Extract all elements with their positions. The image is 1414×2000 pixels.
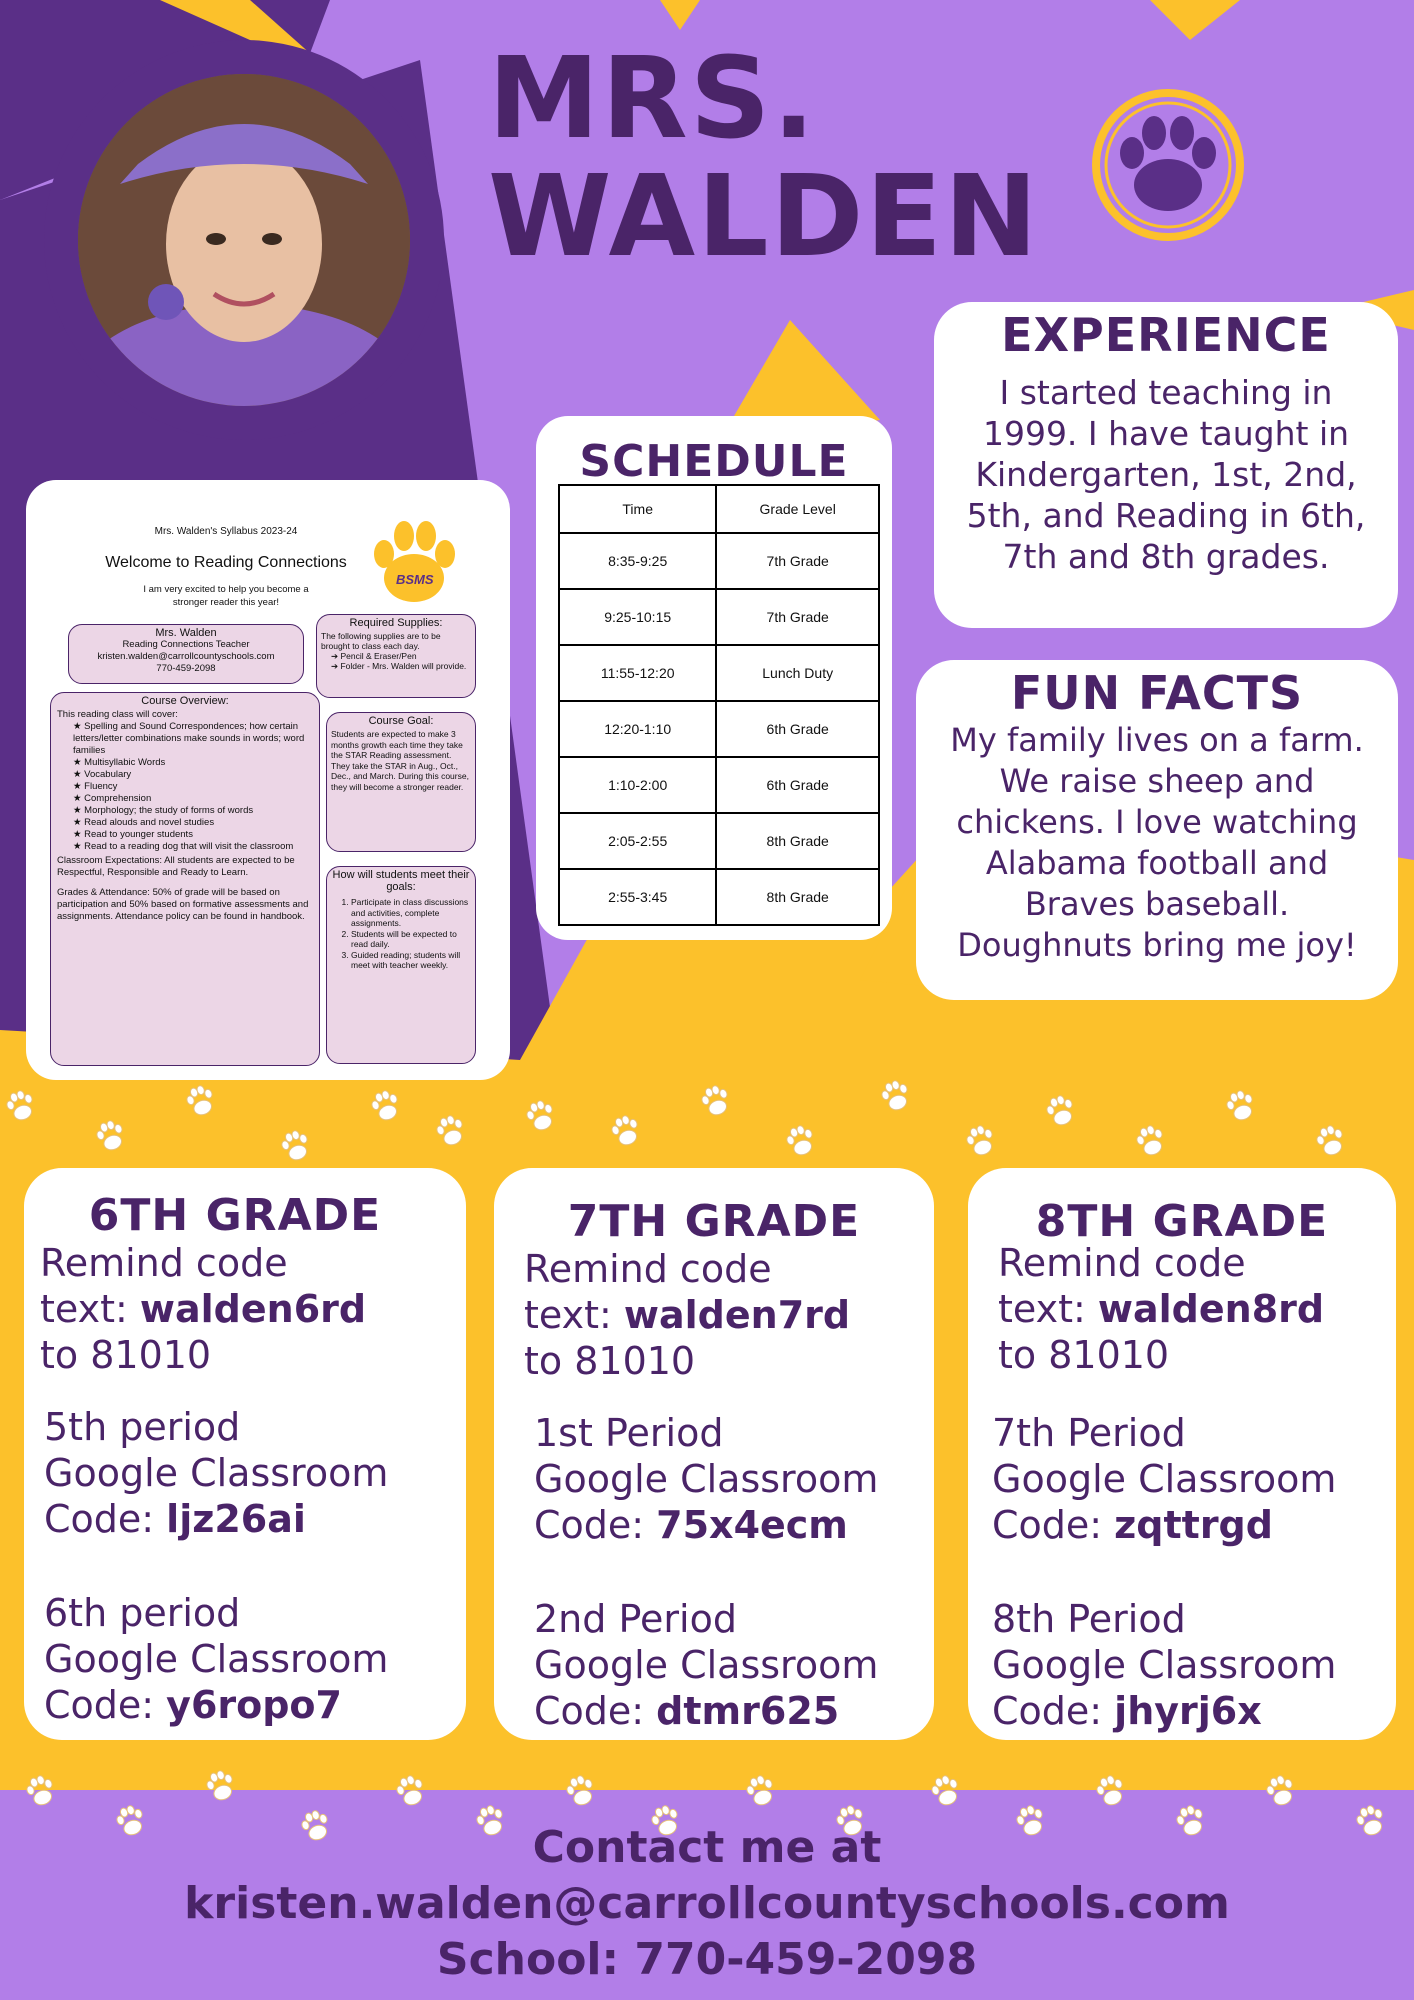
overview-intro: This reading class will cover: [57,709,178,720]
goal-title: Course Goal: [368,715,434,727]
list-item: ★ Fluency [73,781,118,792]
grades-attendance: Grades & Attendance: 50% of grade will be based on participation and 50% based on formative assessments and assignments. Attendance policy can be found in handbook. [57,887,309,922]
teacher-email: kristen.walden@carrollcountyschools.com [97,651,275,662]
syllabus-heading: Welcome to Reading Connections [105,554,347,571]
supply-item: ➔ Pencil & Eraser/Pen [331,651,417,661]
page-title [488,34,1040,282]
supplies-title: Required Supplies: [349,617,443,629]
paw-print-icon [1094,1773,1128,1809]
classroom-code-line: Code: 75x4ecm [534,1503,848,1547]
syllabus-thumbnail [26,480,510,1080]
classroom-label: Google Classroom [534,1643,879,1687]
period-1-info [992,1410,1336,1548]
list-item: ★ Spelling and Sound Correspondences; how certain letters/letter combinations make sounds in words; word families [73,721,305,756]
classroom-code: jhyrj6x [1114,1689,1262,1733]
list-item: ★ Read to younger students [73,829,193,840]
schedule-card [536,416,892,940]
fun-fact-line: chickens. I love watching [956,803,1358,841]
classroom-code-line: Code: dtmr625 [534,1689,840,1733]
grade-cell: Lunch Duty [716,645,879,701]
contact-email: kristen.walden@carrollcountyschools.com [184,1878,1230,1929]
classroom-label: Google Classroom [44,1637,389,1681]
classroom-code: dtmr625 [656,1689,840,1733]
grade-cell: 8th Grade [716,869,879,925]
column-header: Time [559,485,716,533]
experience-line: I started teaching in [999,373,1333,412]
classroom-code: ljz26ai [166,1497,306,1541]
meet-goals-title: How will students meet their goals: [332,869,470,893]
experience-title: EXPERIENCE [1001,308,1331,362]
classroom-code-line: Code: ljz26ai [44,1497,306,1541]
syllabus-intro-2: stronger reader this year! [172,597,280,608]
classroom-label: Google Classroom [534,1457,879,1501]
paw-print-icon [784,1123,818,1159]
bsms-paw-icon [366,518,462,606]
paw-print-icon [204,1768,238,1804]
fun-fact-line: Braves baseball. [1024,885,1290,923]
time-cell: 2:05-2:55 [559,813,716,869]
classroom-code: y6ropo7 [166,1683,342,1727]
classroom-label: Google Classroom [992,1643,1337,1687]
grade-card-6th [24,1168,466,1740]
list-item: ★ Multisyllabic Words [73,757,166,768]
classroom-expectations: Classroom Expectations: All students are expected to be Respectful, Responsible and Ready to Learn. [57,855,295,878]
fun-fact-line: My family lives on a farm. [950,721,1364,759]
paw-print-icon [609,1113,643,1149]
period-2-info [534,1596,878,1734]
table-row [559,533,879,589]
paw-print-icon [964,1123,998,1159]
paw-print-icon [94,1118,128,1154]
period-2-info [44,1590,388,1728]
list-item: ★ Vocabulary [73,769,132,780]
paw-print-icon [699,1083,733,1119]
period-label: 7th Period [992,1411,1186,1455]
paw-print-icon [394,1773,428,1809]
remind-code: walden7rd [623,1293,851,1337]
table-row [559,701,879,757]
paw-print-icon [184,1083,218,1119]
fun-facts-title: FUN FACTS [1010,666,1304,720]
grade-cell: 7th Grade [716,589,879,645]
supplies-intro: The following supplies are to be brought to class each day. [321,631,441,651]
period-1-info [44,1404,388,1542]
experience-line: 1999. I have taught in [982,414,1350,453]
table-row [559,813,879,869]
fun-fact-line: We raise sheep and [999,762,1315,800]
title-line-2: WALDEN [488,152,1040,282]
fun-facts-card [916,660,1398,1000]
table-header-row [559,485,879,533]
period-label: 6th period [44,1591,241,1635]
list-item: ★ Comprehension [73,793,152,804]
remind-number: to 81010 [524,1339,696,1383]
list-item: 2. Students will be expected to read daily. [351,929,471,950]
grade-cell: 7th Grade [716,533,879,589]
remind-info [40,1240,366,1378]
grade-card-7th [494,1168,934,1740]
time-cell: 1:10-2:00 [559,757,716,813]
table-row [559,645,879,701]
teacher-name: Mrs. Walden [155,627,217,639]
remind-code: walden6rd [139,1287,367,1331]
grade-cell: 6th Grade [716,757,879,813]
paw-print-icon [369,1088,403,1124]
remind-code-line: text: walden8rd [998,1287,1325,1331]
classroom-code-line: Code: jhyrj6x [992,1689,1262,1733]
list-item: 3. Guided reading; students will meet with teacher weekly. [351,950,471,971]
supply-item: ➔ Folder - Mrs. Walden will provide. [331,661,467,671]
teacher-photo [78,74,410,406]
classroom-code: zqttrgd [1114,1503,1273,1547]
paw-print-icon [1044,1093,1078,1129]
schedule-table [558,484,880,926]
paw-print-icon [564,1773,598,1809]
period-label: 5th period [44,1405,241,1449]
overview-list [57,721,313,853]
grade-title: 6TH GRADE [88,1190,382,1241]
meet-goals-box [326,866,476,1064]
grade-cell: 8th Grade [716,813,879,869]
time-cell: 12:20-1:10 [559,701,716,757]
table-row [559,589,879,645]
list-item: ★ Morphology; the study of forms of words [73,805,254,816]
remind-label: Remind code [524,1247,772,1291]
paw-icon [1088,85,1248,245]
paw-print-icon [434,1113,468,1149]
remind-code: walden8rd [1097,1287,1325,1331]
fun-fact-line: Alabama football and [985,844,1329,882]
paw-print-icon [879,1078,913,1114]
remind-code-line: text: walden7rd [524,1293,851,1337]
grade-title: 8TH GRADE [1035,1196,1329,1247]
list-item: ★ Read to a reading dog that will visit the classroom [73,841,294,852]
meet-goals-list [331,897,471,971]
time-cell: 8:35-9:25 [559,533,716,589]
paw-print-icon [744,1773,778,1809]
classroom-code-line: Code: zqttrgd [992,1503,1273,1547]
period-label: 8th Period [992,1597,1186,1641]
experience-line: Kindergarten, 1st, 2nd, [975,455,1357,494]
remind-label: Remind code [40,1241,288,1285]
paw-print-icon [1134,1123,1168,1159]
remind-label: Remind code [998,1241,1246,1285]
paw-print-icon [1224,1088,1258,1124]
classroom-code-line: Code: y6ropo7 [44,1683,342,1727]
list-item: ★ Read alouds and novel studies [73,817,215,828]
teacher-info-box [68,624,304,684]
remind-code-line: text: walden6rd [40,1287,367,1331]
schedule-title: SCHEDULE [579,436,849,487]
time-cell: 2:55-3:45 [559,869,716,925]
period-label: 2nd Period [534,1597,737,1641]
remind-info [524,1246,850,1384]
classroom-label: Google Classroom [44,1451,389,1495]
overview-title: Course Overview: [141,695,229,707]
teacher-phone: 770-459-2098 [156,663,216,674]
list-item: 1. Participate in class discussions and activities, complete assignments. [351,897,471,929]
grade-card-8th [968,1168,1396,1740]
classroom-label: Google Classroom [992,1457,1337,1501]
paw-print-icon [4,1088,38,1124]
period-label: 1st Period [534,1411,724,1455]
paw-print-icon [929,1773,963,1809]
grade-title: 7TH GRADE [567,1196,861,1247]
syllabus-intro-1: I am very excited to help you become a [143,584,309,595]
remind-info [998,1240,1324,1378]
experience-line: 7th and 8th grades. [1002,537,1330,576]
fun-facts-text [916,720,1398,966]
period-1-info [534,1410,878,1548]
contact-heading: Contact me at [532,1822,882,1873]
time-cell: 11:55-12:20 [559,645,716,701]
paw-print-icon [279,1128,313,1164]
contact-phone: School: 770-459-2098 [436,1934,978,1985]
goal-text: Students are expected to make 3 months growth each time they take the STAR Reading assessment. They take the STAR in Aug., Oct., Dec., and March. During this course, they will become a stronger reader. [331,729,469,792]
table-row [559,757,879,813]
remind-number: to 81010 [40,1333,212,1377]
experience-line: 5th, and Reading in 6th, [966,496,1366,535]
paw-print-icon [1314,1123,1348,1159]
teacher-role: Reading Connections Teacher [122,639,250,650]
syllabus-top: Mrs. Walden's Syllabus 2023-24 [154,526,298,537]
course-overview-box [50,692,320,1066]
classroom-code: 75x4ecm [656,1503,848,1547]
remind-number: to 81010 [998,1333,1170,1377]
column-header: Grade Level [716,485,879,533]
paw-print-icon [1264,1773,1298,1809]
teacher-photo-frame [44,40,444,440]
paw-print-icon [24,1773,58,1809]
supplies-box [316,614,476,698]
experience-card [934,302,1398,628]
logo-text: BSMS [396,572,434,587]
time-cell: 9:25-10:15 [559,589,716,645]
course-goal-box [326,712,476,852]
experience-text [934,372,1398,577]
paw-print-icon [524,1098,558,1134]
fun-fact-line: Doughnuts bring me joy! [957,926,1357,964]
grade-cell: 6th Grade [716,701,879,757]
title-line-1: MRS. [488,34,817,164]
period-2-info [992,1596,1336,1734]
table-row [559,869,879,925]
